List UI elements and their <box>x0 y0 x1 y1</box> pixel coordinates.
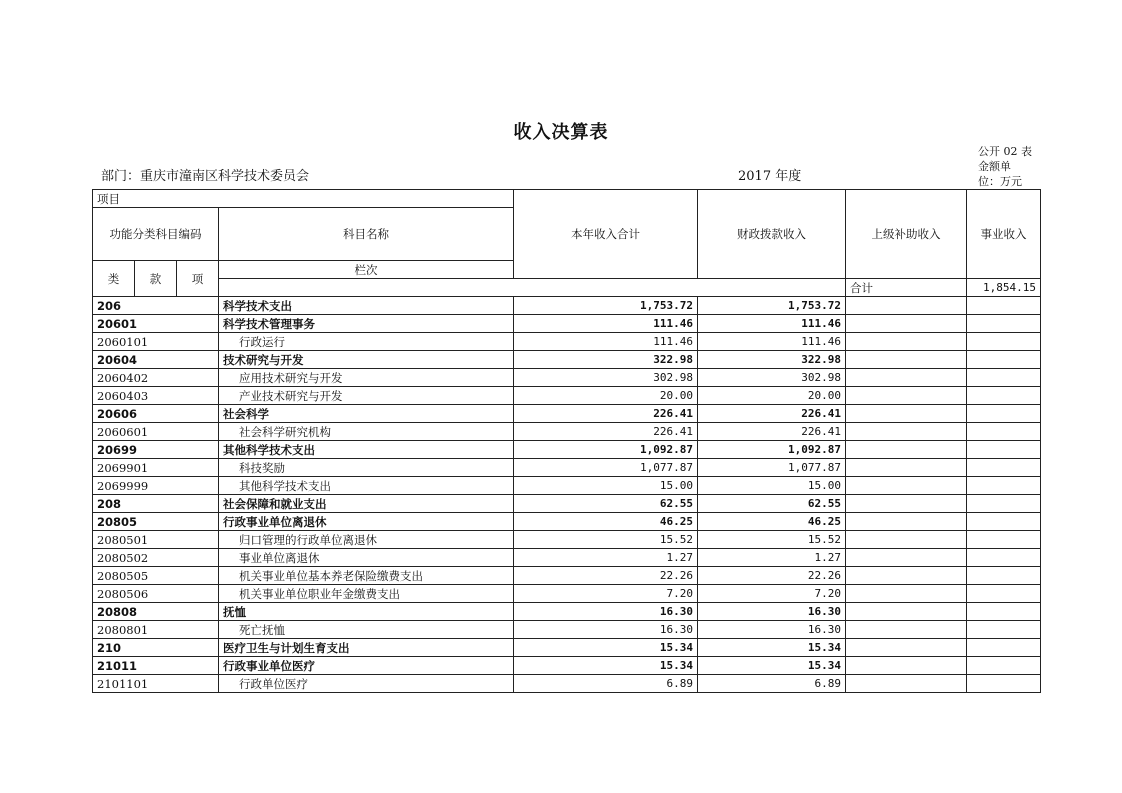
subject-code: 20601 <box>93 315 219 333</box>
superior-income <box>846 441 967 459</box>
business-income <box>967 639 1041 657</box>
superior-income <box>846 585 967 603</box>
table-note <box>978 144 1038 189</box>
fiscal-income: 46.25 <box>698 513 846 531</box>
total-income: 1.27 <box>514 549 698 567</box>
page-title: 收入决算表 <box>513 122 609 143</box>
total-income: 111.46 <box>514 315 698 333</box>
table-row <box>93 675 1041 693</box>
total-income: 20.00 <box>514 387 698 405</box>
table-row <box>93 603 1041 621</box>
subject-name: 死亡抚恤 <box>219 621 514 639</box>
table-row <box>93 585 1041 603</box>
subject-name: 行政事业单位医疗 <box>219 657 514 675</box>
fiscal-income: 16.30 <box>698 621 846 639</box>
superior-income <box>846 513 967 531</box>
fiscal-income: 62.55 <box>698 495 846 513</box>
business-income <box>967 567 1041 585</box>
superior-income <box>846 477 967 495</box>
subject-code: 2080502 <box>93 549 219 567</box>
fiscal-income: 15.34 <box>698 657 846 675</box>
table-row <box>93 657 1041 675</box>
table-row <box>93 531 1041 549</box>
total-income: 226.41 <box>514 423 698 441</box>
total-income: 111.46 <box>514 333 698 351</box>
superior-income <box>846 549 967 567</box>
total-income: 6.89 <box>514 675 698 693</box>
table-row <box>93 639 1041 657</box>
subject-code: 21011 <box>93 657 219 675</box>
total-income: 22.26 <box>514 567 698 585</box>
table-row <box>93 567 1041 585</box>
total-income: 226.41 <box>514 405 698 423</box>
fiscal-income: 1,077.87 <box>698 459 846 477</box>
table-number: 公开 02 表 <box>978 145 1032 158</box>
superior-income <box>846 675 967 693</box>
total-income: 15.34 <box>514 639 698 657</box>
total-income: 1,854.15 <box>967 279 1041 297</box>
total-income: 16.30 <box>514 603 698 621</box>
unit-label-1: 金额单 <box>978 160 1011 173</box>
table-row <box>93 315 1041 333</box>
business-income <box>967 495 1041 513</box>
table-row <box>93 477 1041 495</box>
subject-name: 其他科学技术支出 <box>219 441 514 459</box>
subject-name: 归口管理的行政单位离退休 <box>219 531 514 549</box>
subject-code: 2060403 <box>93 387 219 405</box>
total-income: 46.25 <box>514 513 698 531</box>
business-income <box>967 621 1041 639</box>
business-income <box>967 549 1041 567</box>
fiscal-income: 226.41 <box>698 405 846 423</box>
table-row <box>93 387 1041 405</box>
superior-income <box>846 657 967 675</box>
column-no-label: 栏次 <box>219 261 514 279</box>
fiscal-income: 15.52 <box>698 531 846 549</box>
subject-name: 科技奖励 <box>219 459 514 477</box>
subject-name: 应用技术研究与开发 <box>219 369 514 387</box>
superior-income <box>846 567 967 585</box>
subject-name: 合计 <box>846 279 967 297</box>
table-row <box>93 621 1041 639</box>
superior-income <box>846 423 967 441</box>
subject-code: 20808 <box>93 603 219 621</box>
fiscal-income: 111.46 <box>698 315 846 333</box>
subject-name: 技术研究与开发 <box>219 351 514 369</box>
subject-code: 2101101 <box>93 675 219 693</box>
superior-income <box>846 603 967 621</box>
fiscal-income: 226.41 <box>698 423 846 441</box>
fiscal-income: 1,092.87 <box>698 441 846 459</box>
subject-code: 2060101 <box>93 333 219 351</box>
subject-code: 210 <box>93 639 219 657</box>
fiscal-income: 1.27 <box>698 549 846 567</box>
subject-code <box>219 279 846 297</box>
subject-name: 其他科学技术支出 <box>219 477 514 495</box>
fiscal-income: 322.98 <box>698 351 846 369</box>
superior-income <box>846 621 967 639</box>
subject-name: 科学技术管理事务 <box>219 315 514 333</box>
xiang-header: 项 <box>177 261 219 297</box>
superior-income <box>846 333 967 351</box>
subject-name: 行政单位医疗 <box>219 675 514 693</box>
table-row <box>93 495 1041 513</box>
table-row <box>93 549 1041 567</box>
superior-income <box>846 315 967 333</box>
table-row <box>93 279 1041 297</box>
total-income: 15.52 <box>514 531 698 549</box>
business-income <box>967 675 1041 693</box>
header-row-1 <box>93 190 1041 208</box>
business-income <box>967 513 1041 531</box>
subject-code: 2080801 <box>93 621 219 639</box>
business-income <box>967 351 1041 369</box>
superior-income <box>846 405 967 423</box>
subject-code: 206 <box>93 297 219 315</box>
superior-income <box>846 351 967 369</box>
fiscal-income: 1,753.72 <box>698 297 846 315</box>
superior-header: 上级补助收入 <box>846 190 967 279</box>
subject-name: 社会科学研究机构 <box>219 423 514 441</box>
subject-code: 20604 <box>93 351 219 369</box>
business-income <box>967 657 1041 675</box>
business-income <box>967 405 1041 423</box>
total-header: 本年收入合计 <box>514 190 698 279</box>
total-income: 1,077.87 <box>514 459 698 477</box>
table-row <box>93 405 1041 423</box>
subject-name: 行政事业单位离退休 <box>219 513 514 531</box>
fiscal-income: 15.00 <box>698 477 846 495</box>
func-code-header: 功能分类科目编码 <box>93 208 219 261</box>
lei-header: 类 <box>93 261 135 297</box>
subject-name: 社会科学 <box>219 405 514 423</box>
total-income: 15.00 <box>514 477 698 495</box>
superior-income <box>846 531 967 549</box>
business-income <box>967 477 1041 495</box>
business-income <box>967 315 1041 333</box>
subject-name: 事业单位离退休 <box>219 549 514 567</box>
subject-code: 2080501 <box>93 531 219 549</box>
superior-income <box>846 495 967 513</box>
fiscal-year: 2017 年度 <box>738 169 802 184</box>
total-income: 62.55 <box>514 495 698 513</box>
business-income <box>967 531 1041 549</box>
total-income: 15.34 <box>514 657 698 675</box>
subject-code: 2060402 <box>93 369 219 387</box>
subject-code: 20805 <box>93 513 219 531</box>
item-header: 项目 <box>93 190 514 208</box>
subject-name: 机关事业单位基本养老保险缴费支出 <box>219 567 514 585</box>
total-income: 1,753.72 <box>514 297 698 315</box>
subject-name: 机关事业单位职业年金缴费支出 <box>219 585 514 603</box>
fiscal-income: 111.46 <box>698 333 846 351</box>
fiscal-income: 302.98 <box>698 369 846 387</box>
fiscal-income: 20.00 <box>698 387 846 405</box>
table-row <box>93 369 1041 387</box>
table-row <box>93 423 1041 441</box>
business-income <box>967 423 1041 441</box>
business-income <box>967 441 1041 459</box>
unit-label-2: 位：万元 <box>978 175 1022 188</box>
subject-code: 2069999 <box>93 477 219 495</box>
subject-name: 产业技术研究与开发 <box>219 387 514 405</box>
subject-code: 2080506 <box>93 585 219 603</box>
subject-name: 医疗卫生与计划生育支出 <box>219 639 514 657</box>
business-income <box>967 603 1041 621</box>
superior-income <box>846 387 967 405</box>
superior-income <box>846 639 967 657</box>
superior-income <box>846 459 967 477</box>
fiscal-income: 7.20 <box>698 585 846 603</box>
subject-name: 抚恤 <box>219 603 514 621</box>
subject-code: 2069901 <box>93 459 219 477</box>
income-table <box>92 189 1041 693</box>
subject-name-header: 科目名称 <box>219 208 514 261</box>
business-income <box>967 459 1041 477</box>
table-row <box>93 333 1041 351</box>
total-income: 7.20 <box>514 585 698 603</box>
total-income: 1,092.87 <box>514 441 698 459</box>
business-header: 事业收入 <box>967 190 1041 279</box>
subject-name: 社会保障和就业支出 <box>219 495 514 513</box>
total-income: 302.98 <box>514 369 698 387</box>
department-label: 部门：重庆市潼南区科学技术委员会 <box>101 169 310 184</box>
subject-code: 2080505 <box>93 567 219 585</box>
business-income <box>967 297 1041 315</box>
table-row <box>93 441 1041 459</box>
fiscal-income: 22.26 <box>698 567 846 585</box>
table-row <box>93 297 1041 315</box>
subject-code: 20606 <box>93 405 219 423</box>
fiscal-header: 财政拨款收入 <box>698 190 846 279</box>
total-income: 322.98 <box>514 351 698 369</box>
subject-name: 行政运行 <box>219 333 514 351</box>
business-income <box>967 387 1041 405</box>
subject-name: 科学技术支出 <box>219 297 514 315</box>
total-income: 16.30 <box>514 621 698 639</box>
subject-code: 2060601 <box>93 423 219 441</box>
superior-income <box>846 297 967 315</box>
table-row <box>93 513 1041 531</box>
business-income <box>967 369 1041 387</box>
table-row <box>93 351 1041 369</box>
fiscal-income: 15.34 <box>698 639 846 657</box>
subject-code: 208 <box>93 495 219 513</box>
fiscal-income: 6.89 <box>698 675 846 693</box>
table-row <box>93 459 1041 477</box>
kuan-header: 款 <box>135 261 177 297</box>
business-income <box>967 585 1041 603</box>
superior-income <box>846 369 967 387</box>
subject-code: 20699 <box>93 441 219 459</box>
business-income <box>967 333 1041 351</box>
fiscal-income: 16.30 <box>698 603 846 621</box>
